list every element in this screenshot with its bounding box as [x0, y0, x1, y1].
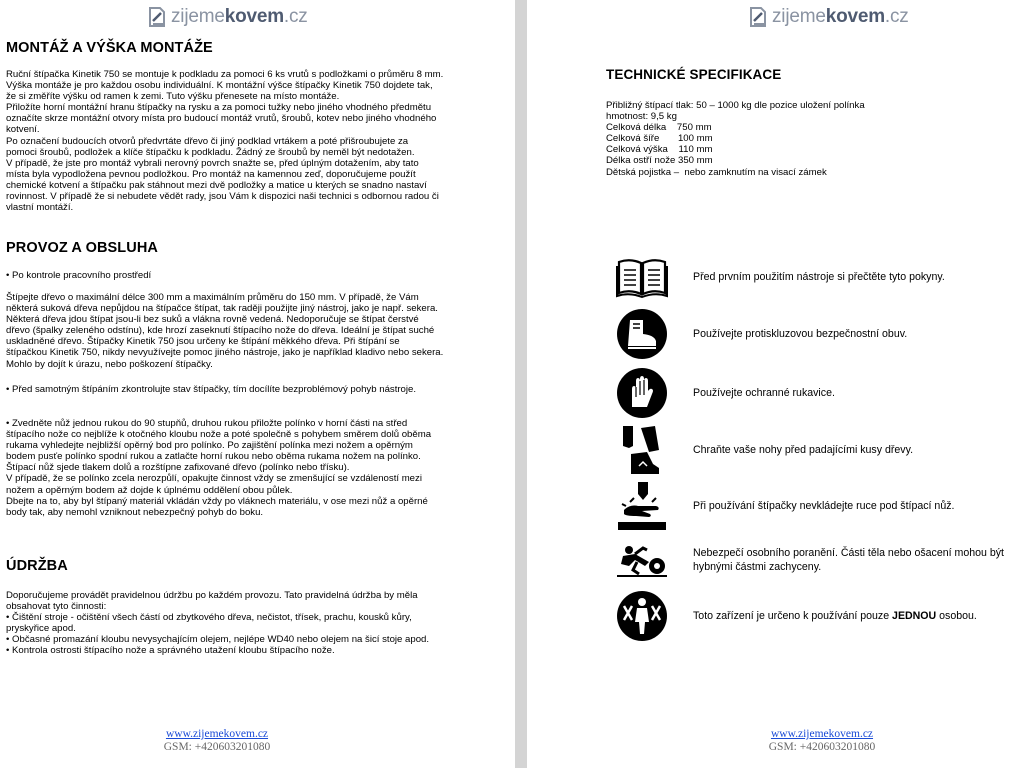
- spec-line: Celková šíře 100 mm: [606, 133, 713, 145]
- footer-phone: GSM: +420603201080: [163, 741, 271, 753]
- document-page-right: [527, 0, 1024, 768]
- warning-row: [615, 480, 1015, 532]
- warning-text: Chraňte vaše nohy před padajícími kusy dřevy.: [693, 444, 914, 456]
- logo-mark-icon: [148, 6, 168, 28]
- warning-text: [693, 609, 977, 623]
- specs-list: [606, 100, 865, 178]
- section-title-operation: PROVOZ A OBSLUHA: [6, 240, 158, 256]
- warning-row: [615, 367, 1015, 419]
- page-gutter: [515, 0, 527, 768]
- warning-row: [615, 251, 1015, 303]
- spec-line: Celková výška 110 mm: [606, 144, 713, 156]
- warning-text-emphasis: JEDNOU: [892, 610, 937, 622]
- warning-row: [615, 424, 1015, 476]
- hand-under-blade-icon: [615, 480, 669, 532]
- page-footer: [112, 728, 322, 754]
- warning-text-pre: Toto zařízení je určeno k používání pouze: [693, 610, 893, 622]
- specs-title: TECHNICKÉ SPECIFIKACE: [606, 67, 782, 82]
- logo-text-part2: kovem: [825, 6, 885, 27]
- logo-text-part2: kovem: [224, 6, 284, 27]
- falling-wood-foot-icon: [615, 424, 669, 476]
- single-operator-icon: [615, 590, 669, 642]
- warning-text: Používejte protiskluzovou bezpečnostní obuv.: [693, 328, 908, 340]
- logo-mark-icon: [749, 6, 769, 28]
- page-footer: [717, 728, 927, 754]
- safety-boot-icon: [615, 308, 669, 360]
- warning-row: [615, 534, 1015, 586]
- section-body-mounting: Ruční štípačka Kinetik 750 se montuje k podkladu za pomoci 6 ks vrutů s podložkami o průměru 8 mm. Výška montáže je pro každou osobu individuální. K montážní výšce štípačky Kinetik 750 dojdete tak, že si změříte výšku od ramen k zemi. Tuto výšku přenesete na místo montáže. Přiložíte horní montážní hranu štípačky na rysku a za pomoci tužky nebo jiného vhodného předmětu označíte skrze montážní otvory místa pro budoucí montáž vrutů, šroubů, kotev nebo jiného vhodného kotvení. Po označení budoucích otvorů předvrtáte dřevo či jiný podklad vrtákem a poté přišroubujete za pomoci šroubů, podložek a klíče štípačku k podkladu. Žádný ze šroubů by neměl být nedotažen. V případě, že jste pro montáž vybrali nerovný povrch snažte se, před úplným dotažením, aby tato místa byla vypodložena pevnou podložkou. Pro montáž na kamennou zeď, doporučujeme použít chemické kotvení a štípačku pak stáhnout mezi dvě podložky a matice u kterých se snadno nastaví rovinnost. V případě že si nebudete vědět rady, jsou Vám k dispozici naši technici s odbornou radou či vlastní montáží.: [6, 69, 444, 214]
- logo-text-part3: .cz: [884, 6, 909, 27]
- logo-text-part1: zijeme: [772, 6, 826, 27]
- protective-glove-icon: [615, 367, 669, 419]
- footer-website-link[interactable]: www.zijemekovem.cz: [165, 728, 269, 740]
- section-title-maintenance: ÚDRŽBA: [6, 558, 68, 574]
- operation-paragraph-2: Štípejte dřevo o maximální délce 300 mm a maximálním průměru do 150 mm. V případě, že Vám některá suková dřeva nepůjdou na štípačce štípat, tak raději použijte jiný nástroj, jako je např. sekera. Některá dřeva jdou štípat jsou-li bez suků a vlákna rovně vedená. Nedoporučuje se štípat čerstvé dřevo (špalky zeleného odstínu), kde hrozí zaseknutí štípacího nože do dřeva. Ideální je štípat suché uskladněné dřevo. Štípačky Kinetik 750 jsou určeny ke štípání měkkého dřeva. Při štípání se štípačkou Kinetik 750, nikdy nevyužívejte pomoc jiného nástroje, jako je například kladivo nebo sekera. Mohlo by dojít k úrazu, nebo poškození štípačky.: [6, 292, 444, 370]
- warning-text: Používejte ochranné rukavice.: [693, 387, 835, 399]
- spec-line: Dětská pojistka – nebo zamknutím na visací zámek: [606, 166, 827, 178]
- footer-website-link[interactable]: www.zijemekovem.cz: [770, 728, 874, 740]
- warning-text: Nebezpečí osobního poranění. Části těla nebo ošacení mohou být hybnými částmi zachyceny.: [693, 547, 1004, 573]
- section-body-maintenance: Doporučujeme provádět pravidelnou údržbu po každém provozu. Tato pravidelná údržba by měla obsahovat tyto činnosti: • Čištění stroje - očištění všech částí od zbytkového dřeva, nečistot, třísek, prachu, kousků kůry, pryskyřice apod. • Občasné promazání kloubu nevysychajícím olejem, nejlépe WD40 nebo olejem na šicí stoje apod. • Kontrola ostrosti štípacího nože a správného utažení kloubu štípacího nože.: [6, 590, 430, 657]
- operation-paragraph-3: • Před samotným štípáním zkontrolujte stav štípačky, tím docílíte bezproblémový pohyb nástroje.: [6, 384, 417, 395]
- entanglement-hazard-icon: [615, 534, 669, 586]
- brand-logo: [749, 4, 909, 30]
- brand-logo: [148, 4, 308, 30]
- operation-paragraph-1: • Po kontrole pracovního prostředí: [6, 270, 152, 281]
- spec-line: Přibližný štípací tlak: 50 – 1000 kg dle pozice uložení polínka: [606, 100, 865, 111]
- warning-text: Při používání štípačky nevkládejte ruce pod štípací nůž.: [693, 500, 955, 512]
- spec-line: hmotnost: 9,5 kg: [606, 111, 677, 123]
- warning-text-post: osobou.: [936, 610, 977, 622]
- spec-line: Celková délka 750 mm: [606, 122, 712, 134]
- section-title-mounting: MONTÁŽ A VÝŠKA MONTÁŽE: [6, 40, 213, 56]
- logo-text-part3: .cz: [283, 6, 308, 27]
- warning-row: [615, 590, 1015, 642]
- footer-phone: GSM: +420603201080: [768, 741, 876, 753]
- warning-row: [615, 308, 1015, 360]
- warning-text: Před prvním použitím nástroje si přečtěte tyto pokyny.: [693, 271, 945, 283]
- logo-text-part1: zijeme: [171, 6, 225, 27]
- operation-paragraph-4: • Zvedněte nůž jednou rukou do 90 stupňů, druhou rukou přiložte polínko v horní části na střed štípacího nože co nejblíže k otočného kloubu nože a poté společně s pohybem směrem dolů oběma rukama vyhledejte nejbližší opěrný bod pro polínko. Po zajištění polínka mezi nožem a opěrným bodem pusťe polínko spodní rukou a zatlačte horní rukou nebo oběma rukama nožem na polínko. Štípací nůž sjede tlakem dolů a rozštípne zafixované dřevo (polínko nebo třísku). V případě, že se polínko zcela nerozpůlí, opakujte činnost vždy se zmenšující se vzdáleností mezi nožem a opěrným bodem až dojde k úplnému oddělení obou půlek. Dbejte na to, aby byl štípaný materiál vkládán vždy po vláknech materiálu, v ose mezi nůž a opěrné body tak, aby nemohl vzniknout nebezpečný pohyb do boku.: [6, 418, 432, 518]
- open-book-icon: [615, 251, 669, 303]
- spec-line: Délka ostří nože 350 mm: [606, 155, 713, 167]
